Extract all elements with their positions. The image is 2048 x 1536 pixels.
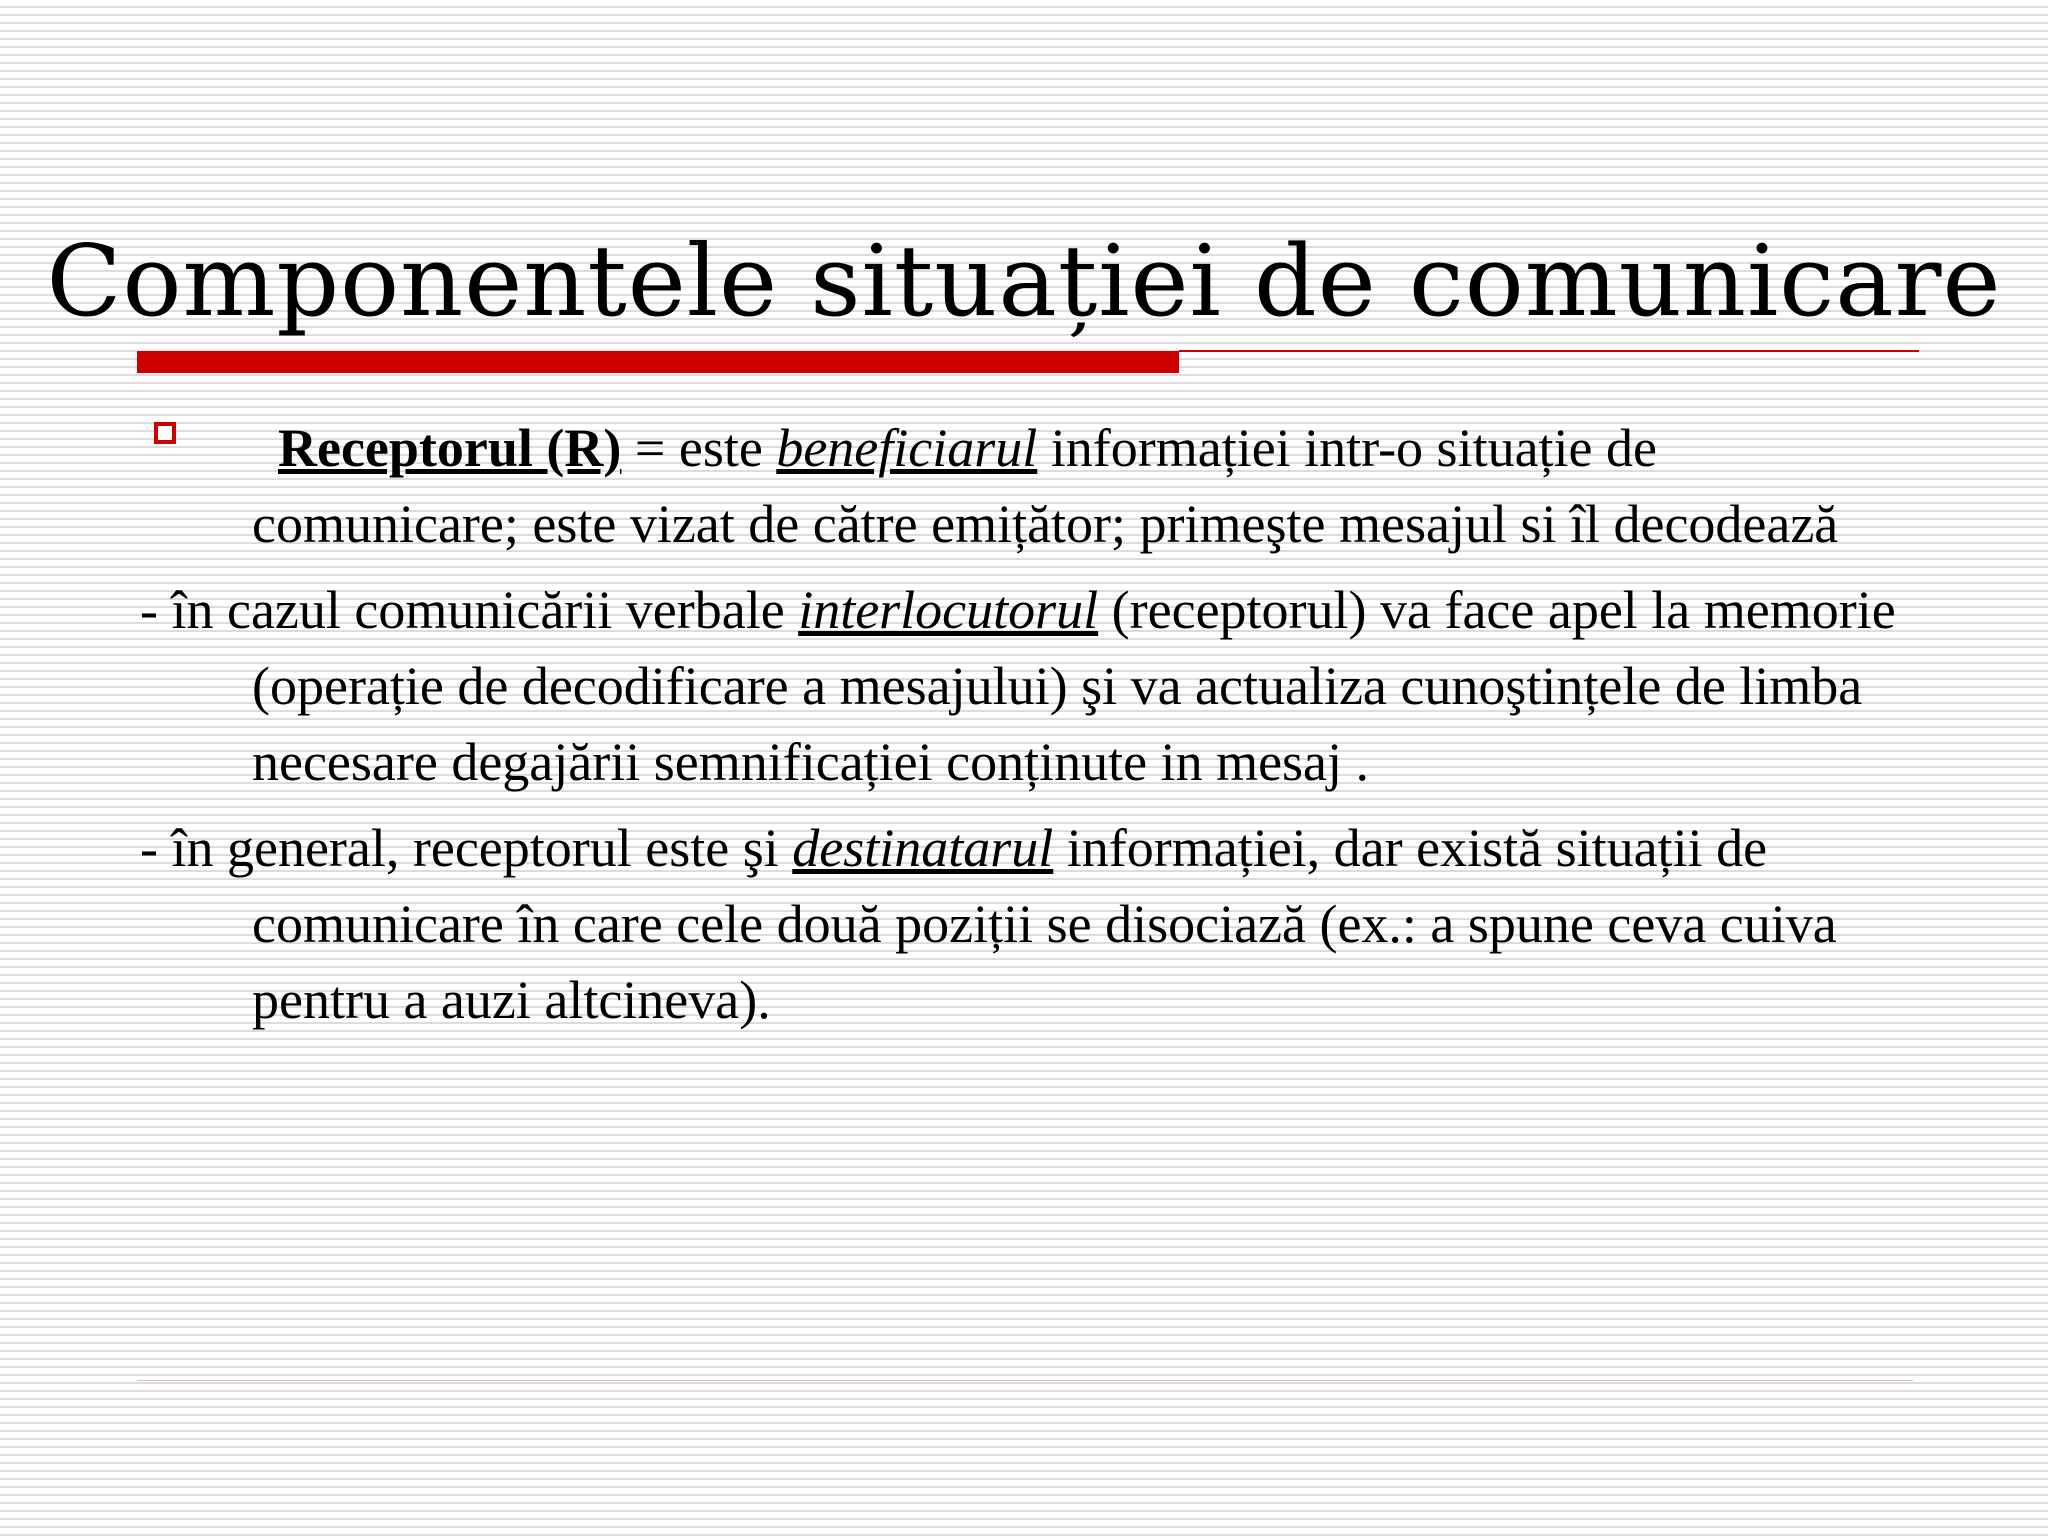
emphasis-beneficiarul: beneficiarul <box>776 418 1038 478</box>
dash-marker: - <box>140 818 172 878</box>
emphasis-destinatarul: destinatarul <box>792 818 1054 878</box>
text-segment: în cazul comunicării verbale <box>171 580 799 640</box>
text-segment: în general, receptorul este şi <box>171 818 793 878</box>
term-receptor: Receptorul (R) <box>278 418 622 478</box>
paragraph-verbal <box>140 572 1920 800</box>
slide-title: Componentele situației de comunicare <box>46 225 2002 339</box>
footer-divider <box>137 1380 1913 1381</box>
text-segment: informației, dar există situații de comunicare în care cele două poziții se disociază (ex.: a spune ceva cuiva pentru a auzi altcineva). <box>252 818 1837 1030</box>
square-outline-bullet-icon <box>154 422 176 444</box>
paragraph-receptor <box>140 410 1920 562</box>
title-accent-line <box>1179 350 1919 352</box>
text-segment: informației intr-o situație de comunicare; este vizat de către emițător; primeşte mesajul si îl decodează <box>252 418 1839 554</box>
emphasis-interlocutorul: interlocutorul <box>798 580 1099 640</box>
title-accent-bar <box>137 351 1179 373</box>
dash-marker: - <box>140 580 172 640</box>
paragraph-general <box>140 810 1920 1038</box>
text-segment: (receptorul) va face apel la memorie (operație de decodificare a mesajului) şi va actualiza cunoştințele de limba necesare degajării semnificației conținute in mesaj . <box>252 580 1896 792</box>
text-segment: = este <box>621 418 777 478</box>
slide-body <box>140 410 1920 1048</box>
